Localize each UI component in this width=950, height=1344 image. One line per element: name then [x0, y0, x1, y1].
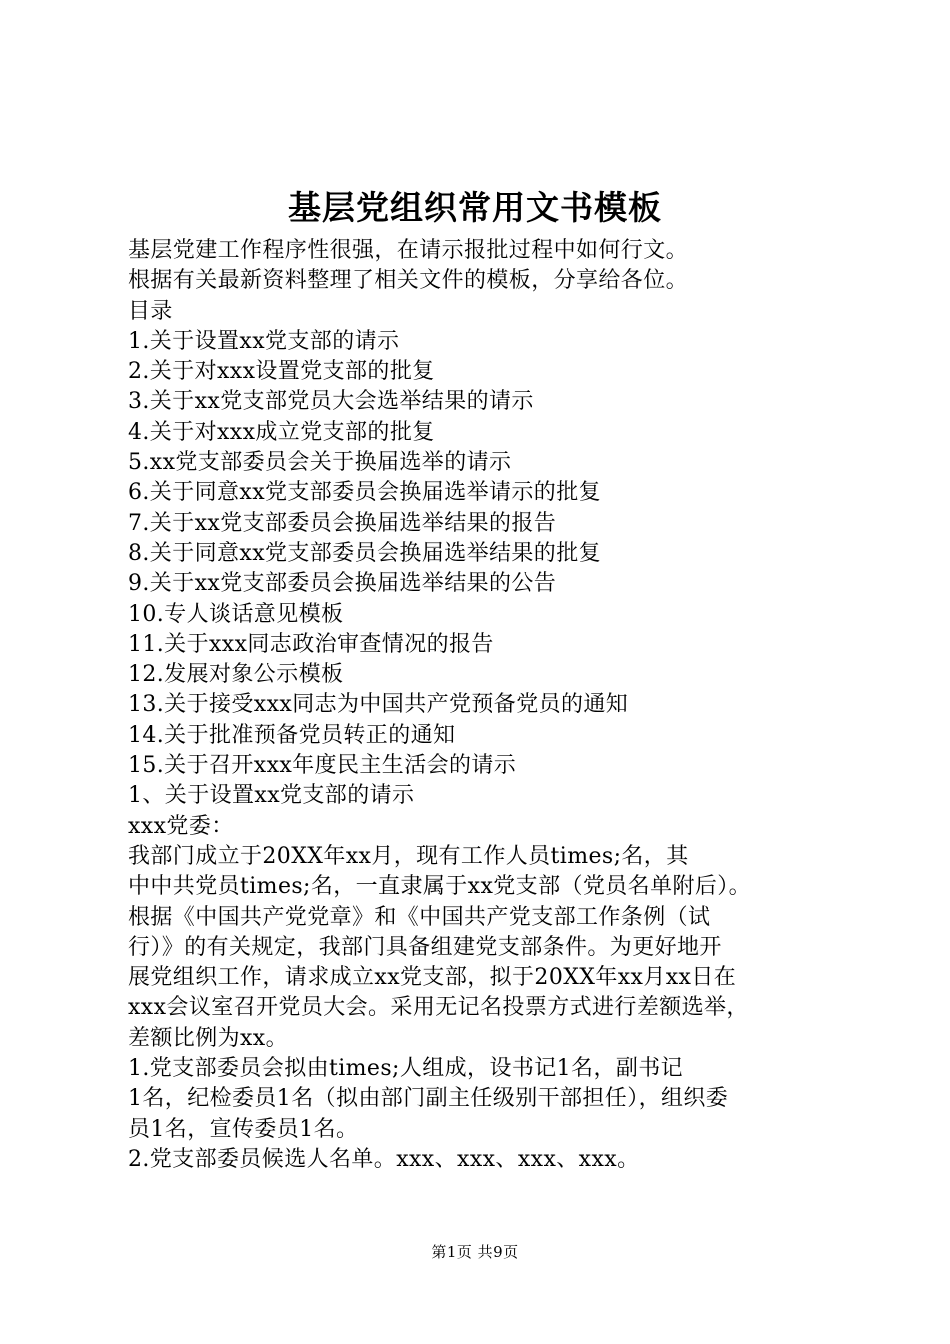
paragraph-line: 1.党支部委员会拟由times;人组成，设书记1名，副书记	[128, 1056, 684, 1082]
paragraph-line: 我部门成立于20XX年xx月，现有工作人员times;名，其	[128, 843, 689, 869]
toc-item: 11.关于xxx同志政治审查情况的报告	[128, 631, 494, 657]
paragraph-line: 展党组织工作，请求成立xx党支部，拟于20XX年xx月xx日在	[128, 965, 737, 991]
toc-item: 14.关于批准预备党员转正的通知	[128, 722, 456, 748]
toc-item: 10.专人谈话意见模板	[128, 601, 344, 627]
section-heading: 1、关于设置xx党支部的请示	[128, 783, 415, 809]
paragraph-line: xxx会议室召开党员大会。采用无记名投票方式进行差额选举，	[128, 995, 749, 1021]
toc-heading: 目录	[128, 298, 173, 324]
toc-item: 8.关于同意xx党支部委员会换届选举结果的批复	[128, 540, 602, 566]
toc-item: 12.发展对象公示模板	[128, 662, 344, 688]
document-title: 基层党组织常用文书模板	[288, 188, 662, 227]
toc-item: 5.xx党支部委员会关于换届选举的请示	[128, 450, 512, 476]
paragraph	[128, 1054, 840, 1145]
intro-line: 根据有关最新资料整理了相关文件的模板，分享给各位。	[128, 268, 689, 294]
paragraph	[128, 842, 840, 1054]
paragraph-line: 根据《中国共产党党章》和《中国共产党支部工作条例（试	[128, 904, 711, 930]
paragraph-line: 1名，纪检委员1名（拟由部门副主任级别干部担任），组织委	[128, 1086, 729, 1112]
toc-item: 3.关于xx党支部党员大会选举结果的请示	[128, 389, 534, 415]
toc-item: 4.关于对xxx成立党支部的批复	[128, 419, 435, 445]
table-of-contents	[128, 327, 840, 781]
intro-line: 基层党建工作程序性很强，在请示报批过程中如何行文。	[128, 238, 689, 263]
toc-item: 6.关于同意xx党支部委员会换届选举请示的批复	[128, 480, 602, 506]
toc-item: 2.关于对xxx设置党支部的批复	[128, 359, 435, 385]
paragraph-line: 差额比例为xx。	[128, 1025, 289, 1051]
paragraph-line: 员1名，宣传委员1名。	[128, 1116, 359, 1142]
toc-item: 1.关于设置xx党支部的请示	[128, 328, 400, 354]
toc-item: 9.关于xx党支部委员会换届选举结果的公告	[128, 571, 557, 597]
paragraph-line: 行）》的有关规定，我部门具备组建党支部条件。为更好地开	[128, 934, 722, 960]
toc-item: 7.关于xx党支部委员会换届选举结果的报告	[128, 510, 557, 536]
salutation: xxx党委：	[128, 813, 234, 839]
toc-item: 13.关于接受xxx同志为中国共产党预备党员的通知	[128, 692, 629, 718]
paragraph-line: 2.党支部委员候选人名单。xxx、xxx、xxx、xxx。	[128, 1146, 640, 1172]
document-body	[128, 236, 840, 1175]
toc-item: 15.关于召开xxx年度民主生活会的请示	[128, 753, 517, 779]
paragraph-line: 中中共党员times;名，一直隶属于xx党支部（党员名单附后）。	[128, 874, 752, 900]
page-footer: 第1页 共9页	[431, 1243, 519, 1261]
